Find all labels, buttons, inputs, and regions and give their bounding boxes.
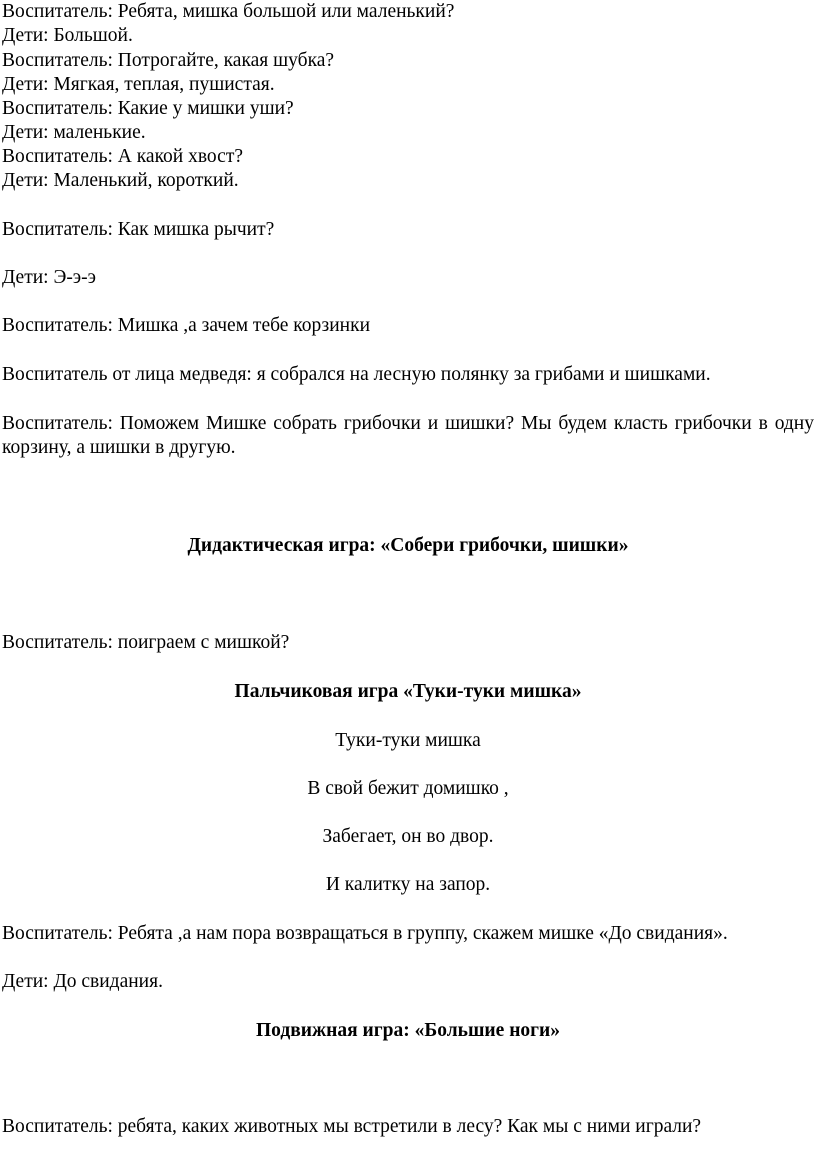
poem-line: В свой бежит домишко , <box>307 778 509 799</box>
paragraph-question: Воспитатель: ребята, каких животных мы встретили в лесу? Как мы с ними играли? <box>2 1116 702 1137</box>
dialogue-line: Дети: маленькие. <box>2 122 146 143</box>
dialogue-line: Воспитатель: Потрогайте, какая шубка? <box>2 50 335 71</box>
poem-line: Туки-туки мишка <box>335 730 481 751</box>
poem-line: Забегает, он во двор. <box>322 826 494 847</box>
dialogue-line: Воспитатель: Какие у мишки уши? <box>2 98 294 119</box>
paragraph-return: Воспитатель: Ребята ,а нам пора возвращаться в группу, скажем мишке «До свидания». <box>2 923 728 944</box>
heading-active-game: Подвижная игра: «Большие ноги» <box>255 1020 561 1041</box>
heading-finger-game: Пальчиковая игра «Туки-туки мишка» <box>234 681 582 702</box>
paragraph-bear-voice: Воспитатель от лица медведя: я собрался на лесную полянку за грибами и шишками. <box>2 364 711 385</box>
paragraph-goodbye: Дети: До свидания. <box>2 971 163 992</box>
paragraph-baskets: Воспитатель: Мишка ,а зачем тебе корзинки <box>2 315 371 336</box>
paragraph-help: Воспитатель: Поможем Мишке собрать грибочки и шишки? Мы будем класть грибочки в одну корзину, а шишки в другую. <box>2 413 814 458</box>
dialogue-line: Воспитатель: А какой хвост? <box>2 146 243 167</box>
poem-line: И калитку на запор. <box>325 874 491 895</box>
paragraph-growl: Воспитатель: Как мишка рычит? <box>2 219 275 240</box>
heading-didactic-game: Дидактическая игра: «Собери грибочки, шишки» <box>187 535 629 556</box>
dialogue-line: Дети: Большой. <box>2 25 133 46</box>
paragraph-play: Воспитатель: поиграем с мишкой? <box>2 632 290 653</box>
dialogue-line: Дети: Мягкая, теплая, пушистая. <box>2 74 275 95</box>
dialogue-line: Воспитатель: Ребята, мишка большой или маленький? <box>2 1 455 22</box>
paragraph-growl-answer: Дети: Э-э-э <box>2 267 97 288</box>
dialogue-line: Дети: Маленький, короткий. <box>2 170 239 191</box>
